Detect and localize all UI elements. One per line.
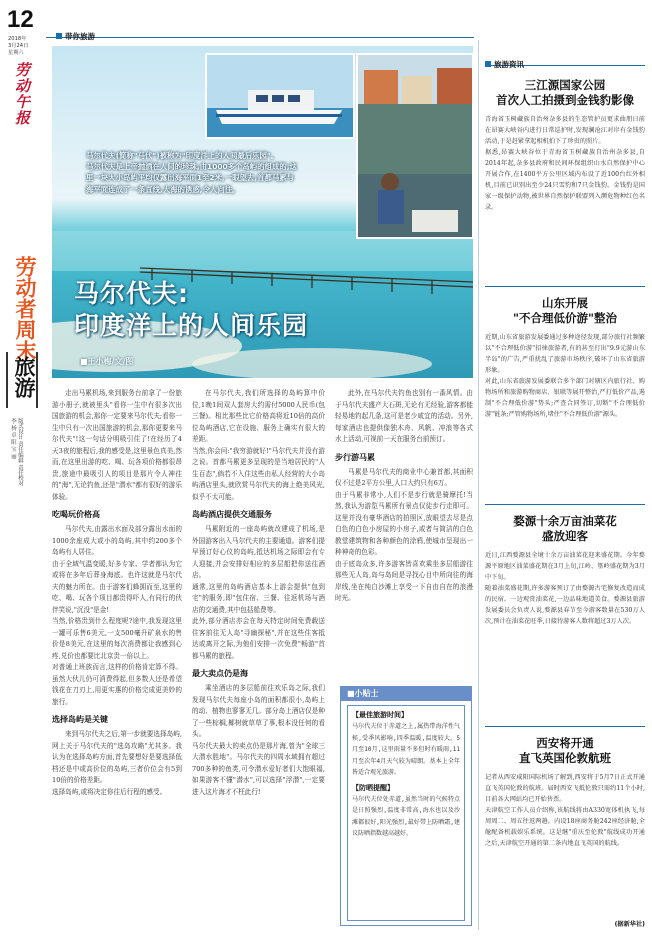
brief-body: 青海省玉树藏族自治州杂多县的生态管护员更求曲朋日前在昂赛大峡谷内进行日常巡护时,发现澜沧江对岸有金钱豹活动,于是赶紧拿起相机拍下了珍贵的照片。 据悉,昂赛大峡谷位于青海省玉树藏族自治州杂多县,自2014年起,杂多县政府和民间环保组织山水自然保护中心开展合作,在1400平方公里区域内布设了近100台红外相机,目前已识别出至少24只雪豹和7只金钱豹。金钱豹是国家一级保护动物,被世界自然保护联盟列入濒危物种红色名录。 [485, 116, 645, 211]
article-subheading: 岛屿酒店提供交通服务 [192, 510, 272, 519]
issue-date: 2018年 3月24日 星期六 [8, 36, 29, 56]
sun-text: 马尔代夫位处赤道,虽然当时的气候特点是日照强烈,温度非常高,海水也以及沙滩都很好,阳光强烈,最好带上防晒霜,建议防晒指数越高越好。 [352, 795, 460, 837]
article-paragraph: 马累是马尔代夫的商业中心兼首都,其面积仅不过是2平方公里,人口大约只有6万。 由于马累非常小,人们不是步行就是骑摩托!当然,我认为游览马累所有景点仅徒步行走即可。这里并没有豪华酒店的拍照区,放眼望去尽是点白色的白色小房屋的小房子,或者与简洁的白色教堂建筑物和各种颜色的涂鸦,使城市呈现出一种神奇的色彩。 由于底岛众多,许多游客皆喜欢乘坐多层船游往那些无人岛,岛与岛间是寻找心目中所向往的海岸线,坐在纯白沙滩上享受一下自由自在的浪漫时光。 [335, 467, 473, 602]
market-photo [357, 54, 473, 238]
article-paragraph: 走出马累机场,来到服务台前拿了一份旅游小册子,就被里头"看你一生中有很多次出国旅游的机会,那你一定要来马尔代夫;看你一生中只有一次出国旅游的机会,那你更要来马尔代夫"!这一句话分明吸引住了!在经历了4天3夜的旅程后,我的感受是,这里景色真美,然而,在这里出游的吃、喝、玩各项价格都很昂贵,旅途中最吸引人的项目是那片令人神往的"海",无论钓鱼,还是"潜水"都有很好的游乐体验。 [52, 389, 182, 501]
divider [485, 286, 645, 287]
feature-title-line2: 印度洋上的人间乐园 [74, 311, 309, 340]
brief-title: 西安将开通 直飞英国伦敦航班 [519, 736, 611, 765]
brief-title: 山东开展 "不合理低价游"整治 [513, 296, 617, 325]
feature-author: ■王小梅/文/图 [80, 357, 134, 366]
article-paragraph: 马累附近的一座岛屿就改建成了机场,是外国游客出入马尔代夫的主要通道。游客们提早预订好心仪的岛屿,抵达机场之际即会有专人迎接,并会安排好相应的多层船把你送往酒店。 通常,这里的岛屿酒店基本上游会提供"包到宅"的服务,即"包住宿、三餐、往返机场与酒店的交通费,其中包括船费等。 此外,部分酒店亦会在每天特定时间免费载送住客前往无人岛"寻幽探秘",并在这些住客抵达或离开之际,为他们安排一次免费"畅游"首都马累的旅程。 [192, 525, 325, 660]
tips-content [347, 705, 465, 921]
sidebar-header-label: 旅游资讯 [494, 60, 524, 69]
sidebar-header [485, 52, 645, 69]
tips-box [340, 686, 472, 926]
best-time-label: 【最佳旅游时间】 [352, 711, 408, 719]
tips-header: ■小贴士 [341, 687, 471, 701]
news-brief-4 [485, 736, 645, 932]
article-subheading: 吃喝玩价格高 [52, 510, 100, 519]
article-paragraph: 来到马尔代夫之后,第一步就要选择岛屿,网上关于马尔代夫的"选岛攻略"尤其多。我认为在选择岛屿方面,首先要想好是要选择低档还是中或高价位的岛屿,三者价位会有5到10倍的价格差距。 选择岛屿,或将决定你往后行程的感受。 [52, 730, 182, 796]
section-header [46, 24, 474, 41]
section-name: 旅游 [12, 356, 36, 398]
section-header-marker [56, 33, 62, 39]
news-brief-1 [485, 78, 645, 278]
hero-image [52, 46, 473, 378]
brief-title: 婺源十余万亩油菜花 盛放迎客 [513, 514, 617, 543]
brief-credit: (据新华社) [614, 921, 645, 928]
article-column-2 [192, 388, 325, 926]
masthead [0, 0, 44, 938]
divider [485, 504, 645, 505]
boat-photo [206, 54, 354, 138]
brief-body: 记者从西安咸阳国际机场了解到,西安将于5月7日正式开通直飞英国伦敦的航班。届时西安飞抵伦敦只需约11个小时,目前各大网站均已开始售票。 天津航空工作人员介绍称,该航线将由A330宽体机执飞,每周周二、周五往返两趟。内设18座商务舱242座经济舱,全舱配备机载娱乐系统。这是继"重庆至伦敦"航线成功开通之后,天津航空开通的第二条内地直飞英国的航线。 [485, 774, 645, 847]
divider [485, 726, 645, 727]
editor-credits: 版式设计 责任编辑 责任校对 李 杨 卓 阳 宝 丽 [10, 418, 23, 487]
article-paragraph: 此外,在马尔代夫钓鱼也别有一番风情。由于马尔代夫盛产大石斑,无论有无经验,游客都能轻易地钓起几条,这可是老少咸宜的活动。另外,每家酒店也提供像独木舟、风帆、冲浪等各式水上活动,可视前一天在服务台前预订。 [335, 389, 473, 443]
news-brief-3 [485, 514, 645, 720]
article-subheading: 步行游马累 [335, 452, 375, 462]
best-time-text: 马尔代夫位于赤道之上,属热带海洋性气候,受季风影响,四季温暖,温度较大。5月至10月,这里雨量不多但时有暖雨,11月至次年4月天气较为晴朗。基本上全年皆适合观光旅游。 [352, 723, 460, 776]
article-paragraph: 乘坐酒店的多层船前往欢乐岛之际,我们发现马尔代夫每座小岛的面积都很小,岛屿上的动、植物也寥寥无几。部分岛上酒店仅是种了一些棕榈,椰树就草草了事,根本没任何的看头。 马尔代夫最大的卖点仍是那片海,曾为"全球三大潜水胜地"。马尔代夫的四周水域拥有超过700多种的鱼类,可令潜水爱好者们大饱眼福,如果游客不懂"潜水",可以选择"浮潜",一定要进入这片海才不枉此行! [192, 684, 325, 796]
article-paragraph: 马尔代夫,由露出水面及部分露出水面的1000余座成大或小的岛屿,其中约200多个岛屿有人居住。 由于全域气温变暖,好多专家、学者都认为它或将在多年后葬身海底。也许这就是马尔代夫的魅力所在。由于游客们蜂拥而至,这里的吃、喝、玩各个项目都贵得吓人,有同行的伙伴笑说,"沉没"是金! 当然,价格贵到什么程度呢?途中,我发现这里一罐可乐售6美元,一支500毫升矿泉水的售价是8美元,在这里的每次消费都让我感到心疼,兑价也都要比北京贵一倍以上。 对普通上班族而言,这样的价格肯定算不得。虽然大伙儿仍可消费得起,但多数人还是希望钱花在刀刃上,用更实惠的价格完成更美妙的旅行。 [52, 525, 182, 706]
article-column-3 [335, 388, 473, 680]
brief-body: 近期,山东省旅游发展委通过多种途径发现,部分旅行社频繁以"不合理低价游"招徕旅游者,有的甚至打出"9.9元游山东半岛"的广告,严重扰乱了旅游市场秩序,破坏了山东省旅游形象。 对此,山东省旅游发展委联合多个部门对辖区内旅行社、购物场所和旅游购物商店、银联等展开整治,严打低价产品,遏制"不合理低价游"势头;严查合同签订,切断"不合理低价游"链条;严管购物场所,堵住"不合理低价游"源头。 [485, 334, 645, 418]
pier-icon [140, 268, 473, 294]
feature-title-line1: 马尔代夫: [74, 279, 189, 308]
hero-intro-text: 马尔代夫(简称"马代")被称为"印度洋上的人间最后乐园"。 马尔代夫是上帝抛洒在人间的珍珠,由1000多个岛屿的组成的,这里一块大小岛屿平均仅露出海平面1至2米,一眼望去,首都马累与海平面连成了一条直线,大海的诱惑,令人向往。 [86, 151, 297, 194]
article-subheading: 最大卖点仍是海 [192, 669, 248, 678]
brief-title: 三江源国家公园 首次人工拍摄到金钱豹影像 [496, 78, 634, 107]
section-header-label: 带你旅游 [65, 32, 95, 41]
supplement-title: 劳动者周末 [13, 256, 37, 361]
page-number: 12 [7, 6, 34, 33]
news-brief-2 [485, 296, 645, 496]
brief-body: 近日,江西婺源县全境十余万亩油菜花迎来盛花期。今年婺源平原地区油菜盛花期在3月上旬,江岭、篁岭盛花期为3月中下旬。 随着油菜盛花期,许多游客预订了由婺源古宅修复改造而成的民宿。一边观赏油菜花,一边品味地道美食。婺源县旅游发展委员会负责人说,婺源县春节至今游客数量在530万人次,预计在油菜花旺季,日接待游客人数将超过3万人次。 [485, 552, 645, 625]
article-paragraph: 在马尔代夫,我们所选择的岛屿算中价位,1晚1间双人套房大约需付5000人民币(包三餐)。相比那些比它价格高将近10倍的高价位岛屿酒店,它在设施、服务上确实有很大的差距。 当然,你会问:"我穷游就好!"马尔代夫并没有游之说。首都马累更多呈现的是当地居民的"人生百态",倘若不入住这些由私人经营的大小岛屿酒店里头,就欣赏马尔代夫的海上绝美风光,似乎不太可能。 [192, 389, 325, 501]
article-column-1 [52, 388, 182, 926]
newspaper-logo: 劳动午报 [13, 62, 31, 126]
column-divider [478, 40, 479, 930]
article-subheading: 选择岛屿是关键 [52, 715, 108, 724]
sidebar-header-marker [485, 61, 491, 67]
sun-label: 【防晒提醒】 [352, 783, 394, 792]
